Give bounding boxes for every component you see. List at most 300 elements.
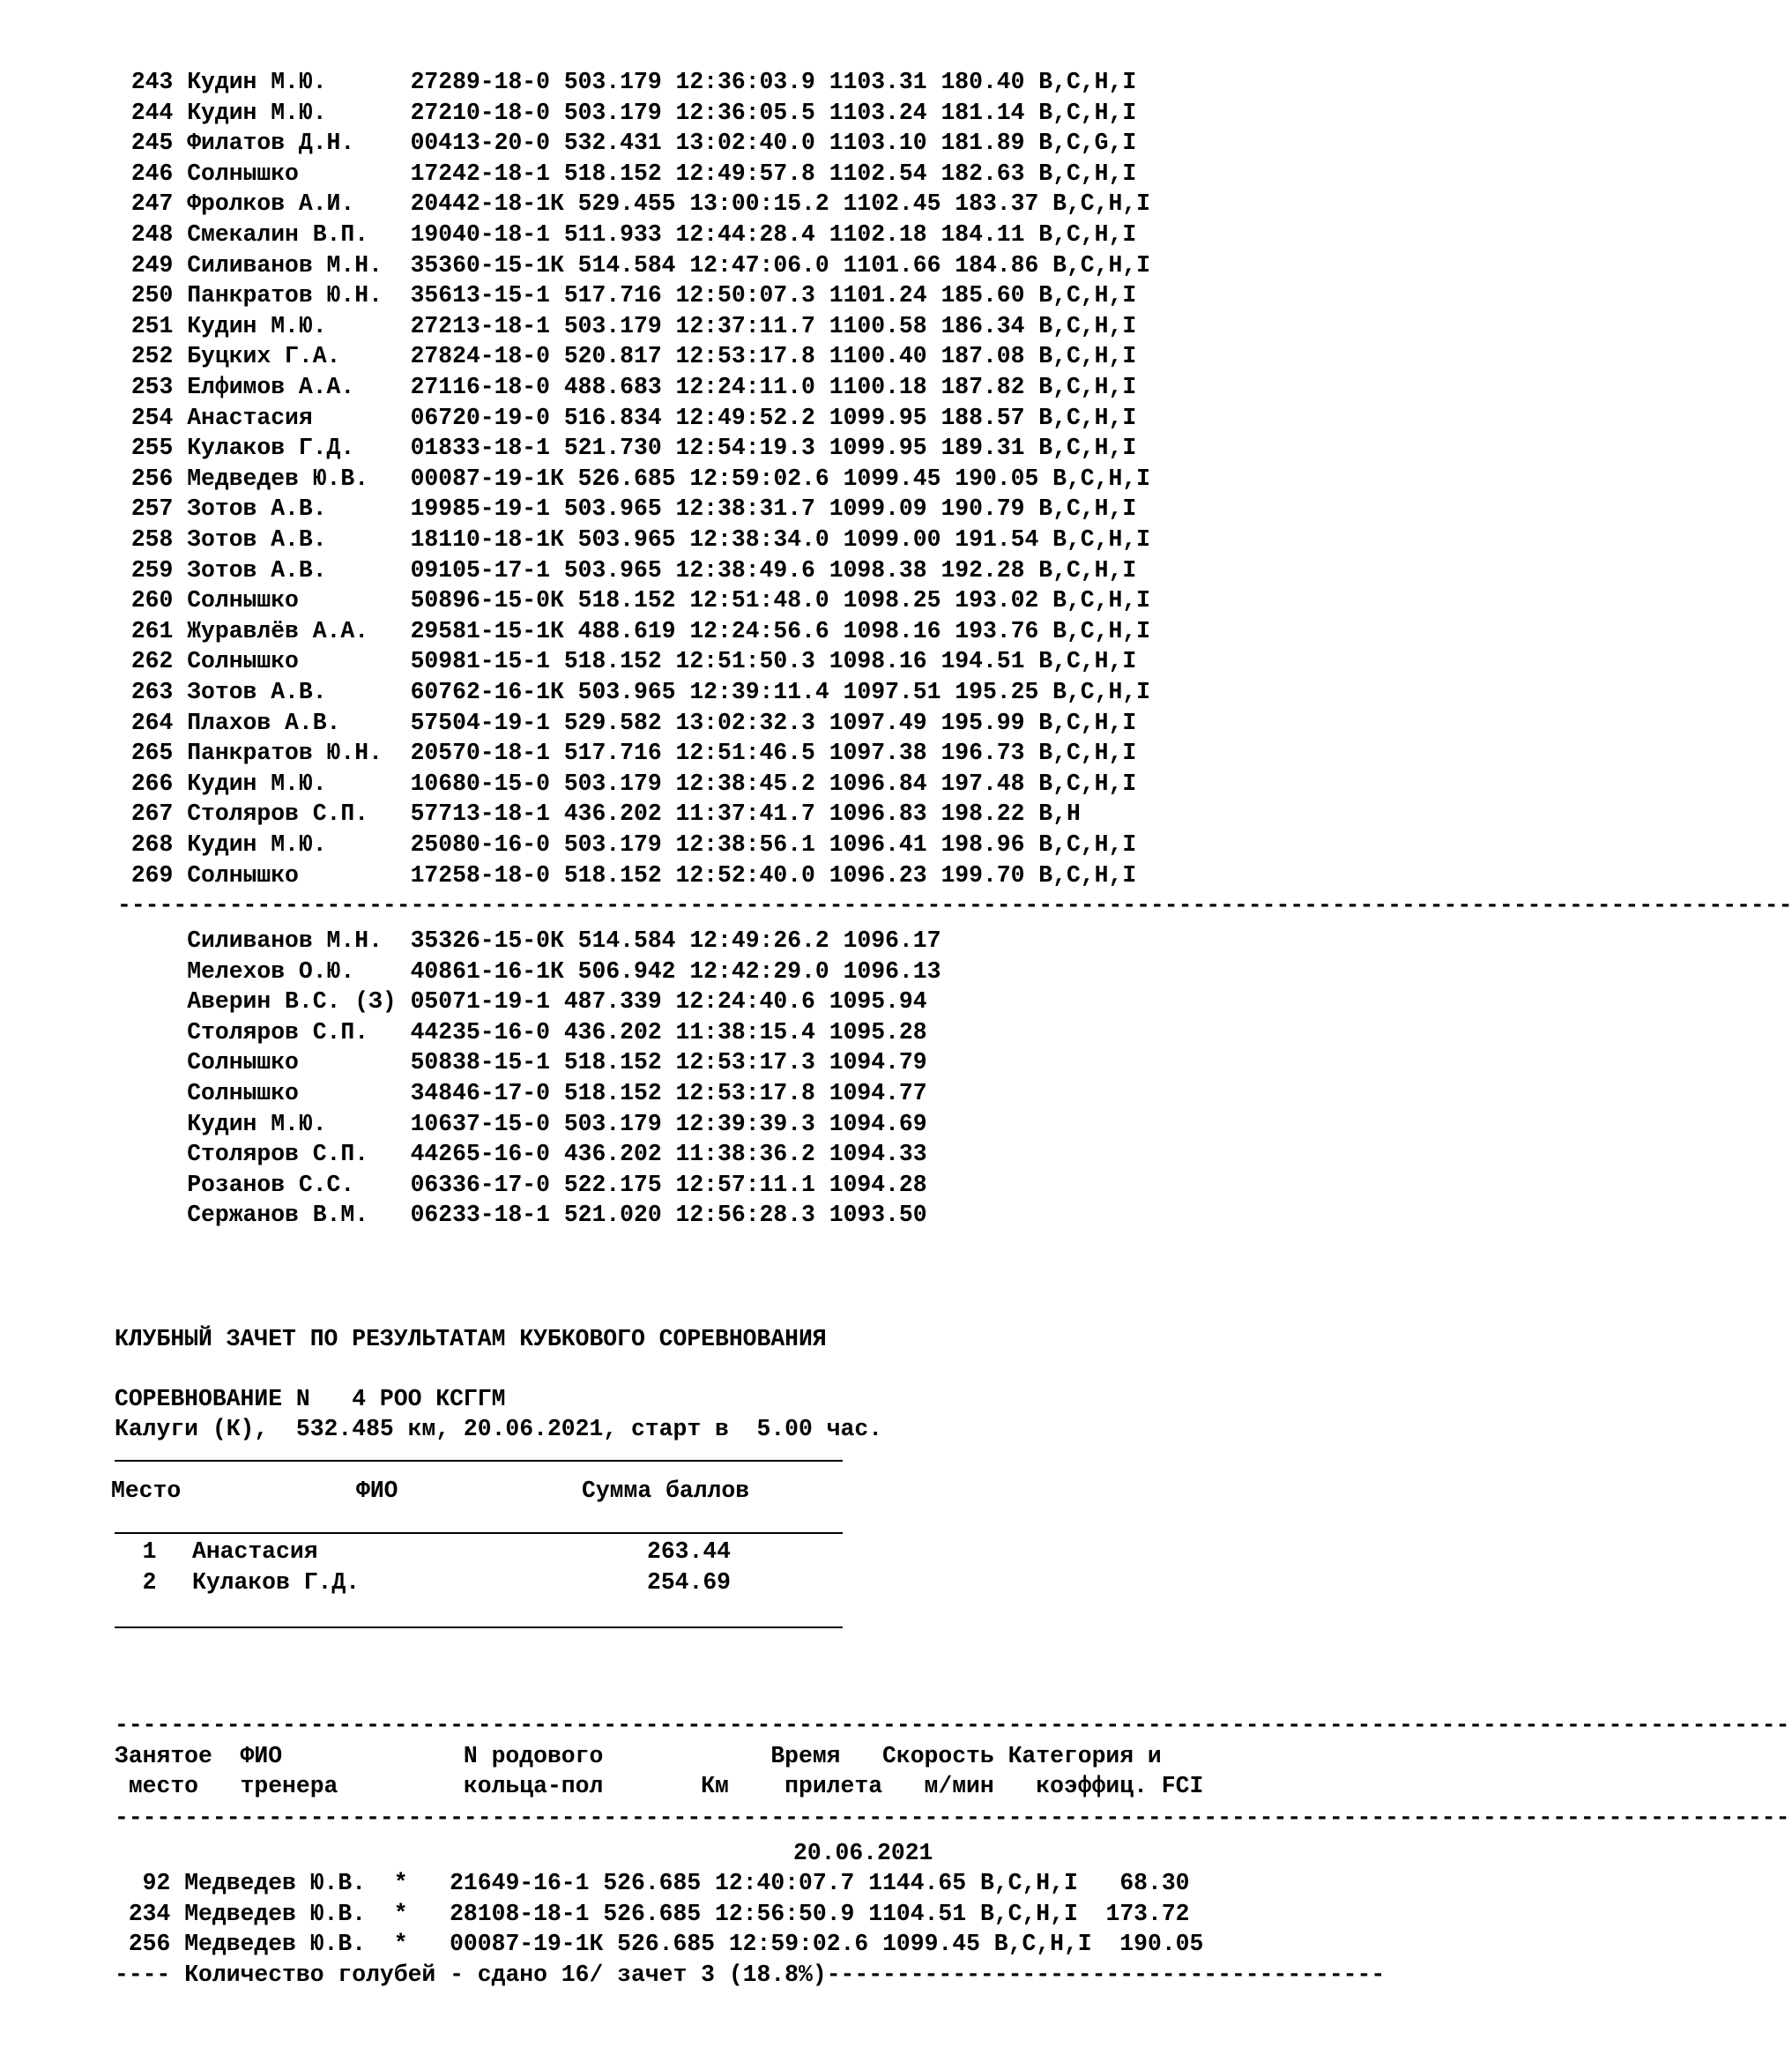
member-header-line2: место тренера кольца-пол Км прилета м/мин коэффиц. FCI: [115, 1773, 1204, 1799]
row-indent: [117, 1111, 187, 1137]
extra-row: [117, 1200, 927, 1230]
row-ring: 35360-15-1К: [410, 251, 578, 279]
row-points: 187.08: [941, 343, 1039, 370]
row-mark: *: [379, 1900, 450, 1927]
row-place: 243: [117, 69, 188, 95]
member-row: [115, 1929, 1203, 1959]
ranking-row: [117, 860, 1136, 890]
row-name: Солнышко: [187, 648, 411, 675]
row-category: B,C,H,I: [993, 1931, 1106, 1958]
row-name: Филатов Д.Н.: [187, 130, 411, 157]
row-time: 12:54:19.3: [675, 435, 829, 462]
footer-dash-fill: ----------------------------------------: [826, 1962, 1386, 1988]
ranking-row: [117, 525, 1150, 555]
row-km: 518.152: [563, 1080, 676, 1106]
row-km: 526.685: [603, 1900, 716, 1927]
row-place: 250: [117, 282, 188, 309]
row-category: B,C,H,I: [1038, 221, 1137, 248]
row-ring: 10637-15-0: [410, 1110, 564, 1137]
row-name: Мелехов О.Ю.: [187, 957, 411, 985]
extra-row: [117, 986, 927, 1016]
row-points: 68.30: [1091, 1870, 1190, 1896]
row-place: 268: [117, 831, 188, 858]
ranking-row: [117, 280, 1136, 310]
row-km: 529.582: [563, 709, 676, 736]
row-ring: 06336-17-0: [410, 1171, 564, 1198]
row-category: B,C,H,I: [1038, 770, 1137, 797]
footer-text: Количество голубей - сдано 16/ зачет 3 (18.8%): [184, 1962, 827, 1988]
row-name: Кудин М.Ю.: [187, 770, 411, 797]
member-header-dash: ------------------------------------------------------------------------------------------------------------------------: [115, 1805, 1790, 1831]
row-name: Зотов А.В.: [187, 679, 411, 705]
col-sum-header: Сумма баллов: [582, 1478, 750, 1504]
row-category: B,C,H,I: [1038, 435, 1137, 462]
row-category: B,C,H,I: [1038, 69, 1137, 95]
row-place: 269: [117, 861, 188, 889]
row-speed: 1101.24: [829, 282, 941, 309]
row-points: 182.63: [941, 160, 1039, 187]
row-place: 245: [117, 130, 188, 157]
row-speed: 1101.66: [843, 251, 955, 279]
row-category: B,C,H,I: [1052, 587, 1150, 614]
row-name: Фролков А.И.: [187, 190, 411, 218]
row-place: 266: [117, 770, 188, 797]
row-category: B,C,H,I: [1052, 526, 1150, 553]
member-row: [115, 1868, 1190, 1898]
row-category: B,H: [1038, 800, 1081, 828]
row-place: 260: [117, 587, 188, 614]
row-place: 92: [115, 1870, 185, 1896]
row-speed: 1097.49: [829, 709, 941, 736]
extra-row: [117, 957, 941, 986]
row-place: 264: [117, 709, 188, 736]
row-name: Зотов А.В.: [187, 526, 411, 553]
row-points: 190.05: [1105, 1931, 1204, 1958]
club-place: 1: [115, 1538, 157, 1565]
row-km: 488.683: [563, 374, 676, 400]
row-speed: 1103.24: [829, 99, 941, 126]
row-speed: 1096.83: [829, 800, 941, 828]
row-km: 503.179: [563, 1110, 676, 1137]
row-name: Кудин М.Ю.: [187, 312, 411, 339]
row-category: B,C,H,I: [1052, 251, 1150, 279]
row-points: 199.70: [941, 861, 1039, 889]
row-place: 267: [117, 800, 188, 828]
row-km: 503.179: [563, 770, 676, 797]
row-time: 12:40:07.7: [715, 1870, 869, 1896]
row-speed: 1095.94: [829, 988, 927, 1016]
row-km: 518.152: [563, 648, 676, 675]
row-time: 12:49:52.2: [675, 404, 829, 431]
row-name: Панкратов Ю.Н.: [187, 740, 411, 767]
row-indent: [117, 1019, 187, 1046]
ranking-row: [117, 98, 1136, 128]
row-ring: 57504-19-1: [410, 709, 564, 736]
ranking-row: [117, 433, 1136, 463]
row-indent: [117, 958, 187, 985]
row-points: 196.73: [941, 740, 1039, 767]
row-indent: [117, 1049, 187, 1076]
row-speed: 1099.45: [843, 465, 955, 492]
row-ring: 34846-17-0: [410, 1080, 564, 1106]
row-ring: 44235-16-0: [410, 1018, 564, 1046]
member-row: [115, 1899, 1190, 1929]
row-mark: *: [379, 1870, 450, 1896]
club-table-top-rule: [115, 1460, 843, 1462]
row-points: 187.82: [941, 374, 1039, 400]
row-category: B,C,H,I: [1052, 617, 1150, 644]
row-km: 520.817: [563, 343, 676, 370]
row-km: 436.202: [563, 800, 676, 828]
extra-row: [117, 926, 941, 956]
row-ring: 09105-17-1: [410, 556, 564, 584]
row-speed: 1100.18: [829, 374, 941, 400]
row-time: 12:38:34.0: [689, 526, 844, 553]
row-speed: 1099.09: [829, 495, 941, 523]
row-ring: 17242-18-1: [410, 160, 564, 187]
row-km: 503.179: [563, 99, 676, 126]
row-place: 265: [117, 740, 188, 767]
row-time: 13:00:15.2: [689, 190, 844, 218]
row-name: Аверин В.С. (З): [187, 988, 411, 1016]
row-km: 503.965: [563, 556, 676, 584]
club-table-bottom-rule: [115, 1627, 843, 1628]
row-km: 436.202: [563, 1018, 676, 1046]
row-name: Столяров С.П.: [187, 800, 411, 828]
row-place: 259: [117, 556, 188, 584]
row-points: 184.86: [955, 251, 1053, 279]
row-points: 188.57: [941, 404, 1039, 431]
row-points: 180.40: [941, 69, 1039, 95]
row-points: 190.05: [955, 465, 1053, 492]
row-km: 518.152: [563, 1049, 676, 1076]
row-place: 248: [117, 221, 188, 248]
col-name-header: ФИО: [356, 1478, 398, 1504]
ranking-row: [117, 67, 1136, 97]
row-name: Анастасия: [187, 404, 411, 431]
row-points: 193.02: [955, 587, 1053, 614]
row-speed: 1098.16: [843, 617, 955, 644]
row-name: Журавлёв А.А.: [187, 617, 411, 644]
footer-prefix: ----: [115, 1962, 185, 1988]
row-name: Буцких Г.А.: [187, 343, 411, 370]
row-points: 198.96: [941, 831, 1039, 858]
row-ring: 17258-18-0: [410, 861, 564, 889]
row-km: 518.152: [563, 861, 676, 889]
row-category: B,C,H,I: [1052, 465, 1150, 492]
row-name: Силиванов М.Н.: [187, 927, 411, 954]
row-speed: 1093.50: [829, 1202, 927, 1229]
row-time: 11:38:15.4: [675, 1018, 829, 1046]
row-name: Солнышко: [187, 1049, 411, 1076]
ranking-row: [117, 341, 1136, 371]
row-mark: *: [379, 1931, 450, 1958]
row-time: 12:59:02.6: [689, 465, 844, 492]
ranking-row: [117, 311, 1136, 341]
row-time: 12:36:03.9: [675, 69, 829, 95]
row-name: Розанов С.С.: [187, 1171, 411, 1198]
row-ring: 60762-16-1К: [410, 679, 578, 705]
row-time: 12:53:17.8: [675, 1080, 829, 1106]
ranking-row: [117, 250, 1150, 280]
row-km: 506.942: [577, 957, 690, 985]
row-speed: 1096.17: [843, 927, 941, 954]
row-ring: 20570-18-1: [410, 740, 564, 767]
row-category: B,C,H,I: [979, 1900, 1092, 1927]
row-speed: 1102.18: [829, 221, 941, 248]
row-time: 12:38:49.6: [675, 556, 829, 584]
row-speed: 1104.51: [868, 1900, 980, 1927]
row-speed: 1102.45: [843, 190, 955, 218]
row-time: 12:51:50.3: [675, 648, 829, 675]
row-km: 517.716: [563, 282, 676, 309]
row-name: Сержанов В.М.: [187, 1202, 411, 1229]
row-name: Солнышко: [187, 861, 411, 889]
row-place: 249: [117, 251, 188, 279]
ranking-row: [117, 464, 1150, 494]
row-name: Елфимов А.А.: [187, 374, 411, 400]
row-time: 12:49:57.8: [675, 160, 829, 187]
ranking-row: [117, 646, 1136, 676]
ranking-separator: ------------------------------------------------------------------------------------------------------------------------: [117, 892, 1792, 919]
row-ring: 25080-16-0: [410, 831, 564, 858]
row-place: 256: [117, 465, 188, 492]
row-time: 12:50:07.3: [675, 282, 829, 309]
row-speed: 1095.28: [829, 1018, 927, 1046]
row-time: 13:02:32.3: [675, 709, 829, 736]
row-speed: 1099.00: [843, 526, 955, 553]
row-category: B,C,H,I: [979, 1870, 1092, 1896]
row-category: B,C,H,I: [1038, 495, 1137, 523]
row-place: 257: [117, 495, 188, 523]
ranking-row: [117, 830, 1136, 860]
row-indent: [117, 1202, 187, 1228]
row-name: Солнышко: [187, 1080, 411, 1106]
ranking-row: [117, 769, 1136, 799]
row-ring: 50838-15-1: [410, 1049, 564, 1076]
row-time: 12:51:48.0: [689, 587, 844, 614]
ranking-row: [117, 372, 1136, 402]
row-km: 487.339: [563, 988, 676, 1016]
row-name: Зотов А.В.: [187, 495, 411, 523]
col-place-header: Место: [111, 1478, 182, 1504]
row-points: 183.37: [955, 190, 1053, 218]
row-category: B,C,H,I: [1038, 374, 1137, 400]
row-points: 186.34: [941, 312, 1039, 339]
row-name: Кудин М.Ю.: [187, 69, 411, 95]
row-km: 514.584: [577, 927, 690, 954]
ranking-row: [117, 494, 1136, 524]
row-ring: 27116-18-0: [410, 374, 564, 400]
row-category: B,C,H,I: [1038, 282, 1137, 309]
row-place: 246: [117, 160, 188, 187]
row-speed: 1102.54: [829, 160, 941, 187]
row-time: 12:38:45.2: [675, 770, 829, 797]
row-time: 12:38:31.7: [675, 495, 829, 523]
row-ring: 20442-18-1К: [410, 190, 578, 218]
row-speed: 1099.95: [829, 435, 941, 462]
row-points: 194.51: [941, 648, 1039, 675]
row-ring: 27210-18-0: [410, 99, 564, 126]
row-place: 256: [115, 1931, 185, 1958]
row-name: Кудин М.Ю.: [187, 831, 411, 858]
row-points: 198.22: [941, 800, 1039, 828]
row-speed: 1103.31: [829, 69, 941, 95]
row-time: 12:53:17.3: [675, 1049, 829, 1076]
row-speed: 1098.38: [829, 556, 941, 584]
row-ring: 27824-18-0: [410, 343, 564, 370]
row-category: B,C,H,I: [1038, 404, 1137, 431]
row-category: B,C,H,I: [1038, 709, 1137, 736]
row-name: Медведев Ю.В.: [184, 1900, 380, 1927]
row-category: B,C,H,I: [1038, 861, 1137, 889]
row-km: 522.175: [563, 1171, 676, 1198]
row-ring: 57713-18-1: [410, 800, 564, 828]
row-time: 11:37:41.7: [675, 800, 829, 828]
extra-row: [117, 1078, 927, 1108]
row-speed: 1097.38: [829, 740, 941, 767]
row-place: 247: [117, 190, 188, 218]
row-time: 12:49:26.2: [689, 927, 844, 954]
row-points: 197.48: [941, 770, 1039, 797]
row-name: Солнышко: [187, 587, 411, 614]
row-name: Силиванов М.Н.: [187, 251, 411, 279]
row-name: Медведев Ю.В.: [184, 1870, 380, 1896]
row-category: B,C,H,I: [1038, 740, 1137, 767]
row-name: Медведев Ю.В.: [184, 1931, 380, 1958]
ranking-row: [117, 677, 1150, 707]
row-km: 521.020: [563, 1202, 676, 1229]
row-name: Кудин М.Ю.: [187, 99, 411, 126]
row-km: 436.202: [563, 1141, 676, 1168]
row-km: 503.179: [563, 69, 676, 95]
ranking-row: [117, 128, 1136, 158]
row-indent: [117, 927, 187, 954]
row-speed: 1099.45: [882, 1931, 994, 1958]
extra-row: [117, 1109, 927, 1139]
row-ring: 27289-18-0: [410, 69, 564, 95]
row-points: 189.31: [941, 435, 1039, 462]
row-ring: 01833-18-1: [410, 435, 564, 462]
row-ring: 35326-15-0К: [410, 927, 578, 954]
club-table-header-rule: [115, 1532, 843, 1534]
row-speed: 1103.10: [829, 130, 941, 157]
member-header-line1: Занятое ФИО N родового Время Скорость Категория и: [115, 1743, 1162, 1769]
row-category: B,C,H,I: [1038, 831, 1137, 858]
row-speed: 1094.79: [829, 1049, 927, 1076]
row-time: 12:24:11.0: [675, 374, 829, 400]
row-time: 12:59:02.6: [728, 1931, 883, 1958]
row-name: Кулаков Г.Д.: [187, 435, 411, 462]
row-speed: 1096.41: [829, 831, 941, 858]
row-points: 181.14: [941, 99, 1039, 126]
row-time: 12:47:06.0: [689, 251, 844, 279]
row-km: 518.152: [577, 587, 690, 614]
row-time: 12:24:40.6: [675, 988, 829, 1016]
row-points: 195.25: [955, 679, 1053, 705]
row-time: 12:51:46.5: [675, 740, 829, 767]
member-top-dash: ------------------------------------------------------------------------------------------------------------------------: [115, 1712, 1790, 1738]
ranking-row: [117, 799, 1081, 829]
row-points: 192.28: [941, 556, 1039, 584]
row-ring: 19985-19-1: [410, 495, 564, 523]
extra-row: [117, 1170, 927, 1200]
row-ring: 35613-15-1: [410, 282, 564, 309]
row-km: 526.685: [617, 1931, 729, 1958]
row-ring: 10680-15-0: [410, 770, 564, 797]
row-indent: [117, 988, 187, 1015]
row-points: 190.79: [941, 495, 1039, 523]
row-speed: 1096.13: [843, 957, 941, 985]
row-place: 258: [117, 526, 188, 553]
ranking-row: [117, 189, 1150, 219]
row-speed: 1100.58: [829, 312, 941, 339]
row-place: 263: [117, 679, 188, 705]
row-ring: 29581-15-1К: [410, 617, 578, 644]
row-place: 255: [117, 435, 188, 462]
row-speed: 1100.40: [829, 343, 941, 370]
club-row: [115, 1537, 846, 1567]
row-time: 12:38:56.1: [675, 831, 829, 858]
row-ring: 00087-19-1К: [450, 1931, 618, 1958]
row-time: 12:39:39.3: [675, 1110, 829, 1137]
row-category: B,C,H,I: [1052, 679, 1150, 705]
row-place: 262: [117, 648, 188, 675]
row-name: Плахов А.В.: [187, 709, 411, 736]
club-place: 2: [115, 1568, 157, 1596]
row-km: 511.933: [563, 221, 676, 248]
row-km: 503.179: [563, 312, 676, 339]
row-time: 12:37:11.7: [675, 312, 829, 339]
row-speed: 1098.16: [829, 648, 941, 675]
row-ring: 05071-19-1: [410, 988, 564, 1016]
row-category: B,C,H,I: [1038, 160, 1137, 187]
club-name: Кулаков Г.Д.: [192, 1568, 361, 1596]
row-ring: 00413-20-0: [410, 130, 564, 157]
row-speed: 1096.84: [829, 770, 941, 797]
row-km: 517.716: [563, 740, 676, 767]
club-sum: 254.69: [647, 1568, 732, 1596]
row-ring: 27213-18-1: [410, 312, 564, 339]
row-name: Зотов А.В.: [187, 556, 411, 584]
row-time: 13:02:40.0: [675, 130, 829, 157]
row-name: Панкратов Ю.Н.: [187, 282, 411, 309]
row-points: 173.72: [1091, 1900, 1190, 1927]
row-points: 184.11: [941, 221, 1039, 248]
row-category: B,C,H,I: [1038, 99, 1137, 126]
row-place: 252: [117, 343, 188, 370]
row-category: B,C,H,I: [1038, 343, 1137, 370]
row-speed: 1096.23: [829, 861, 941, 889]
ranking-row: [117, 616, 1150, 646]
row-km: 532.431: [563, 130, 676, 157]
row-name: Столяров С.П.: [187, 1018, 411, 1046]
ranking-row: [117, 403, 1136, 433]
row-km: 514.584: [577, 251, 690, 279]
row-time: 12:36:05.5: [675, 99, 829, 126]
race-info: Калуги (К), 532.485 км, 20.06.2021, старт в 5.00 час.: [115, 1416, 883, 1442]
extra-row: [117, 1047, 927, 1077]
row-name: Кудин М.Ю.: [187, 1110, 411, 1137]
row-speed: 1098.25: [843, 587, 955, 614]
row-ring: 21649-16-1: [450, 1870, 604, 1896]
member-date: 20.06.2021: [793, 1840, 933, 1866]
row-time: 12:52:40.0: [675, 861, 829, 889]
club-name: Анастасия: [192, 1538, 318, 1565]
row-category: B,C,H,I: [1038, 648, 1137, 675]
row-km: 503.179: [563, 831, 676, 858]
extra-row: [117, 1139, 927, 1169]
